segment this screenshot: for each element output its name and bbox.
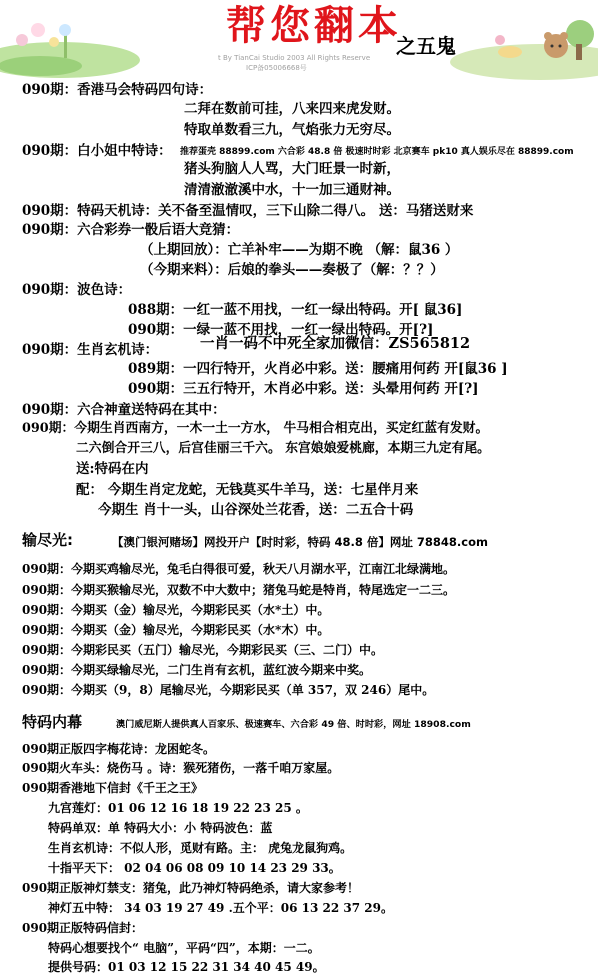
section-heading-inside: 特码内幕 (22, 713, 83, 731)
text-line: 090期：今期生肖西南方，一木一土一方水， 牛马相合相克出，买定红蓝有发财。 (22, 421, 489, 436)
text-line: 090期：波色诗： (22, 282, 132, 298)
inside-line: 生肖玄机诗：不似人形，觅财有路。主： 虎兔龙鼠狗鸡。 (48, 841, 353, 855)
text-line: 清清澈澈溪中水，十一加三通财神。 (184, 182, 400, 198)
lost-line: 090期：今期彩民买（五门）输尽光，今期彩民买（三、二门）中。 (22, 643, 384, 657)
inside-line: 九宫莲灯：01 06 12 16 18 19 22 23 25 。 (48, 801, 308, 815)
inside-line: 090期香港地下信封《千王之王》 (22, 781, 204, 795)
copyright-text: t By TianCai Studio 2003 All Rights Reserve (218, 54, 371, 62)
inside-line: 特码单双：单 特码大小：小 特码波色：蓝 (48, 821, 273, 835)
lost-line: 090期：今期买（金）输尽光，今期彩民买（水*木）中。 (22, 623, 330, 637)
lost-line: 090期：今期买（9，8）尾输尽光，今期彩民买（单 357，双 246）尾中。 (22, 683, 435, 697)
text-line: 090期：香港马会特码四句诗： (22, 82, 213, 98)
inside-line: 神灯五中特： 34 03 19 27 49 .五个平：06 13 22 37 29。 (48, 901, 393, 915)
inside-line: 特码心想要找个“ 电脑”，平码“四”，本期：一二。 (48, 941, 320, 955)
icp-text: ICP备05006668号 (246, 64, 307, 72)
ad-banner-inside: 澳门威尼斯人提供真人百家乐、极速赛车、六合彩 49 倍、时时彩，网址 18908.com (116, 719, 471, 730)
text-line: 二六倒合开三八，后宫佳丽三千六。 东宫娘娘爱桃廊，本期三九定有尾。 (76, 441, 490, 456)
text-line: 090期：一绿一蓝不用找，一红一绿出特码。开[?] (128, 322, 434, 338)
page-subtitle: 之五鬼 (396, 34, 456, 58)
text-line: 特取单数看三九，气焰张力无穷尽。 (184, 122, 400, 138)
section-heading-lost: 输尽光: (22, 531, 73, 549)
lost-line: 090期：今期买鸡输尽光，兔毛白得很可爱，秋天八月湖水平，江南江北绿满地。 (22, 562, 456, 576)
text-line: 今期生 肖十一头，山谷深处兰花香，送：二五合十码 (98, 502, 414, 518)
text-line: 090期：白小姐中特诗： (22, 143, 172, 159)
ad-line: 推荐蛋壳 88899.com 六合彩 48.8 倍 极速时时彩 北京赛车 pk10 真人娱乐尽在 88899.com (180, 147, 574, 157)
ad-banner-lost: 【澳门银河赌场】网投开户【时时彩，特码 48.8 倍】网址 78848.com (112, 535, 488, 549)
lost-line: 090期：今期买绿输尽光，二门生肖有玄机，蓝红波今期来中奖。 (22, 663, 372, 677)
header-banner (0, 0, 598, 82)
text-line: 二拜在数前可挂，八来四来虎发财。 (184, 101, 400, 117)
inside-line: 十指平天下： 02 04 06 08 09 10 14 23 29 33。 (48, 861, 341, 875)
inside-line: 090期正版特码信封： (22, 921, 144, 935)
text-line: 090期：六合神童送特码在其中： (22, 402, 226, 418)
text-line: 090期：三五行特开，木肖必中彩。送：头晕用何药 开[?] (128, 381, 479, 397)
inside-line: 090期正版神灯禁支：猪兔，此乃神灯特码绝杀，请大家参考！ (22, 881, 360, 895)
text-line: 配： 今期生肖定龙蛇，无钱莫买牛羊马，送：七星伴月来 (76, 482, 419, 498)
text-line: 090期：生肖玄机诗： (22, 342, 159, 358)
text-line: 猪头狗脑人人骂，大门旺景一时新， (184, 161, 400, 177)
wechat-ad: 一肖一码不中死全家加微信：ZS565812 (200, 335, 471, 352)
inside-line: 090期火车头：烧伤马 。诗：猴死猪伤，一落千咱万家屋。 (22, 761, 340, 775)
page-title: 帮您翻本 (226, 2, 402, 49)
lost-line: 090期：今期买猴输尽光，双数不中大数中；猪兔马蛇是特肖，特尾选定一二三。 (22, 583, 456, 597)
lost-line: 090期：今期买（金）输尽光，今期彩民买（水*土）中。 (22, 603, 330, 617)
text-line: 090期：六合彩券一骰后语大竞猜： (22, 222, 240, 238)
text-line: 送:特码在内 (76, 461, 149, 477)
text-line: 089期：一四行特开，火肖必中彩。送：腰痛用何药 开[鼠36 ] (128, 361, 508, 377)
inside-line: 090期正版四字梅花诗：龙困蛇冬。 (22, 742, 216, 756)
inside-line: 提供号码：01 03 12 15 22 31 34 40 45 49。 (48, 960, 325, 974)
text-line: （今期来料）：后娘的拳头——奏极了（解：？？） (140, 262, 444, 278)
text-line: （上期回放）：亡羊补牢——为期不晚 （解：鼠36 ） (140, 242, 459, 258)
text-line: 088期：一红一蓝不用找，一红一绿出特码。开[ 鼠36] (128, 302, 463, 318)
text-line: 090期：特码天机诗：关不备至温情叹，三下山除二得八。 送：马猪送财来 (22, 203, 474, 219)
